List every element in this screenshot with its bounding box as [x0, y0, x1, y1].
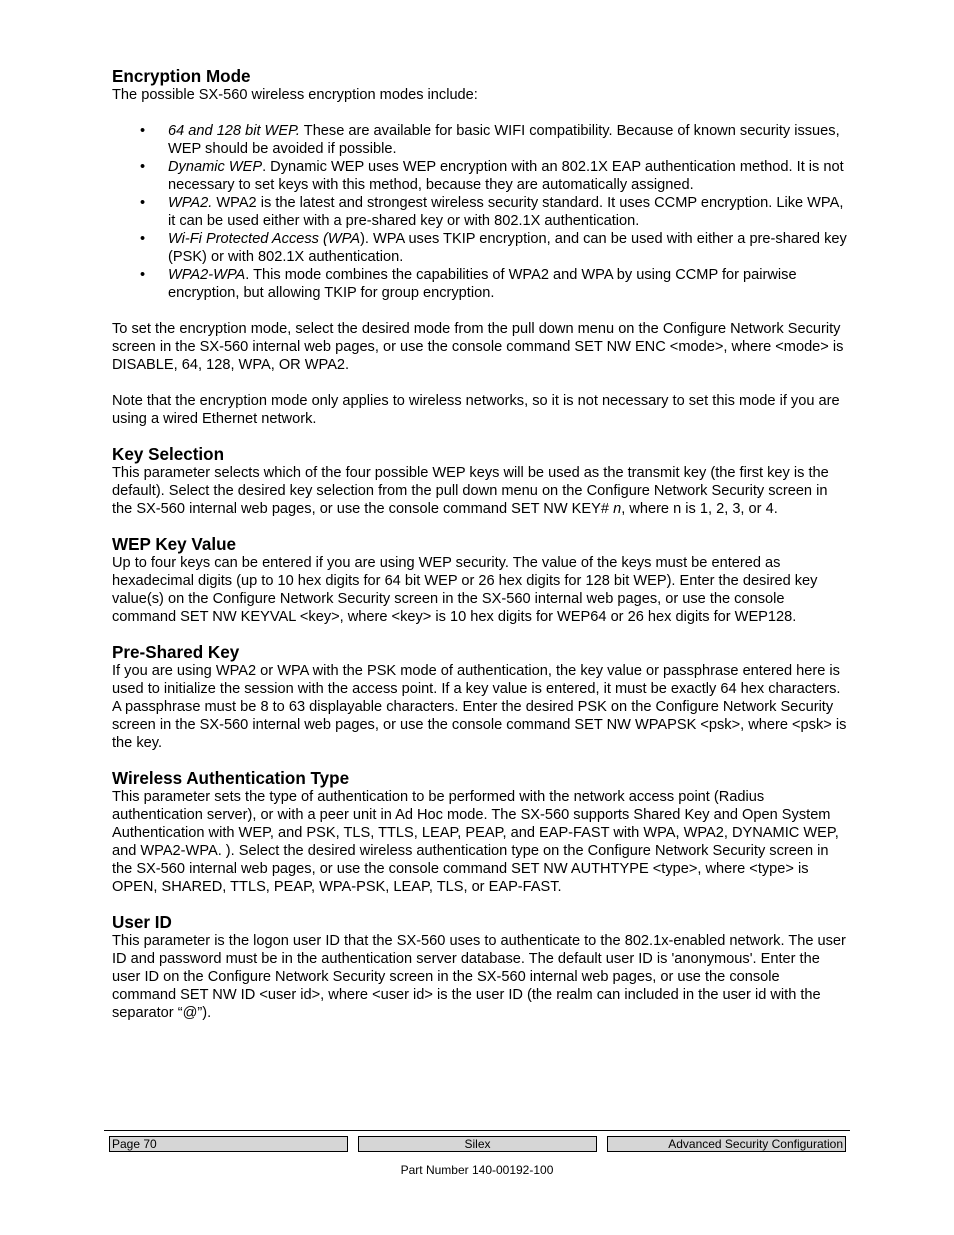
section-title-wireless-auth-type: Wireless Authentication Type	[112, 769, 350, 788]
list-item-term: WPA2.	[168, 195, 213, 211]
list-item-text: WPA2 is the latest and strongest wireless security standard. It uses CCMP encryption. Like WPA, it can be used either with a pre-shared key or with 802.1X authentication.	[168, 195, 844, 229]
key-selection-text-end: , where n is 1, 2, 3, or 4.	[621, 501, 778, 517]
section-title-pre-shared-key: Pre-Shared Key	[112, 643, 240, 662]
list-item	[112, 230, 847, 266]
section-title-encryption-mode: Encryption Mode	[112, 67, 251, 86]
spacer	[112, 104, 847, 122]
list-item-term: WPA2-WPA	[168, 267, 246, 283]
list-item	[112, 266, 847, 302]
list-item-term: Wi-Fi Protected Access (WPA	[168, 231, 361, 247]
pre-shared-key-body: If you are using WPA2 or WPA with the PSK mode of authentication, the key value or passphrase entered here is used to initialize the session with the access point. If a key value is entered, it must be exactly 64 hex characters. A passphrase must be 8 to 63 displayable characters. Enter the desired PSK on the Configure Network Security screen in the SX-560 internal web pages, or use the console command SET NW WPAPSK <psk>, where <psk> is the key.	[112, 663, 847, 751]
list-item-text: ). WPA uses TKIP encryption, and can be used with either a pre-shared key (PSK) or with 802.1X authentication.	[168, 231, 847, 265]
list-item	[112, 122, 847, 158]
section-title-user-id: User ID	[112, 913, 172, 932]
page-body	[112, 68, 847, 1022]
encryption-mode-list	[112, 122, 847, 302]
list-item-term: Dynamic WEP	[168, 159, 263, 175]
list-item-term: 64 and 128 bit WEP.	[168, 123, 300, 139]
section-title-key-selection: Key Selection	[112, 445, 225, 464]
user-id-body: This parameter is the logon user ID that the SX-560 uses to authenticate to the 802.1x-enabled network. The user ID and password must be in the authentication server database. The default user ID is 'anonymous'. Enter the user ID on the Configure Network Security screen in the SX-560 internal web pages, or use the console command SET NW ID <user id>, where <user id> is the user ID (the realm can included in the user id with the separator “@”).	[112, 933, 846, 1021]
key-selection-text: This parameter selects which of the four possible WEP keys will be used as the transmit key (the first key is the default). Select the desired key selection from the pull down menu on the Configure Network Security screen in the SX-560 internal web pages, or use the console command SET NW KEY#	[112, 465, 829, 517]
footer-page-number: Page 70	[109, 1136, 348, 1152]
spacer	[112, 428, 847, 446]
spacer	[112, 518, 847, 536]
footer-company: Silex	[358, 1136, 597, 1152]
list-item-text: . This mode combines the capabilities of WPA2 and WPA by using CCMP for pairwise encryption, but allowing TKIP for group encryption.	[168, 267, 797, 301]
spacer	[112, 896, 847, 914]
wireless-auth-body: This parameter sets the type of authentication to be performed with the network access point (Radius authentication server), or with a peer unit in Ad Hoc mode. The SX-560 supports Shared Key and Open System Authentication with WEP, and PSK, TLS, TTLS, LEAP, PEAP, and EAP-FAST with WPA, WPA2, DYNAMIC WEP, and WPA2-WPA. ). Select the desired wireless authentication type on the Configure Network Security screen in the SX-560 internal web pages, or use the console command SET NW AUTHTYPE <type>, where <type> is OPEN, SHARED, TTLS, PEAP, WPA-PSK, LEAP, TLS, or EAP-FAST.	[112, 789, 839, 895]
footer-part-number: Part Number 140-00192-100	[400, 1163, 554, 1177]
section-title-wep-key-value: WEP Key Value	[112, 535, 237, 554]
footer-chapter: Advanced Security Configuration	[607, 1136, 846, 1152]
wep-key-value-body: Up to four keys can be entered if you are using WEP security. The value of the keys must be entered as hexadecimal digits (up to 10 hex digits for 64 bit WEP or 26 hex digits for 128 bit WEP). Enter the desired key value(s) on the Configure Network Security screen in the SX-560 internal web pages, or use the console command SET NW KEYVAL <key>, where <key> is 10 hex digits for WEP64 or 26 hex digits for WEP128.	[112, 555, 818, 625]
spacer	[112, 374, 847, 392]
list-item	[112, 158, 847, 194]
encryption-paragraph-note: Note that the encryption mode only applies to wireless networks, so it is not necessary to set this mode if you are using a wired Ethernet network.	[112, 393, 840, 427]
encryption-paragraph-set-mode: To set the encryption mode, select the desired mode from the pull down menu on the Configure Network Security screen in the SX-560 internal web pages, or use the console command SET NW ENC <mode>, where <mode> is DISABLE, 64, 128, WPA, OR WPA2.	[112, 321, 844, 373]
key-selection-variable: n	[613, 501, 622, 517]
footer-divider	[104, 1130, 850, 1131]
spacer	[112, 302, 847, 320]
key-selection-body	[112, 464, 847, 518]
spacer	[112, 752, 847, 770]
spacer	[112, 626, 847, 644]
list-item-text: These are available for basic WIFI compatibility. Because of known security issues, WEP should be avoided if possible.	[168, 123, 840, 157]
encryption-intro: The possible SX-560 wireless encryption modes include:	[112, 87, 478, 103]
list-item	[112, 194, 847, 230]
list-item-text: . Dynamic WEP uses WEP encryption with an 802.1X EAP authentication method. It is not necessary to set keys with this method, because they are automatically assigned.	[168, 159, 844, 193]
